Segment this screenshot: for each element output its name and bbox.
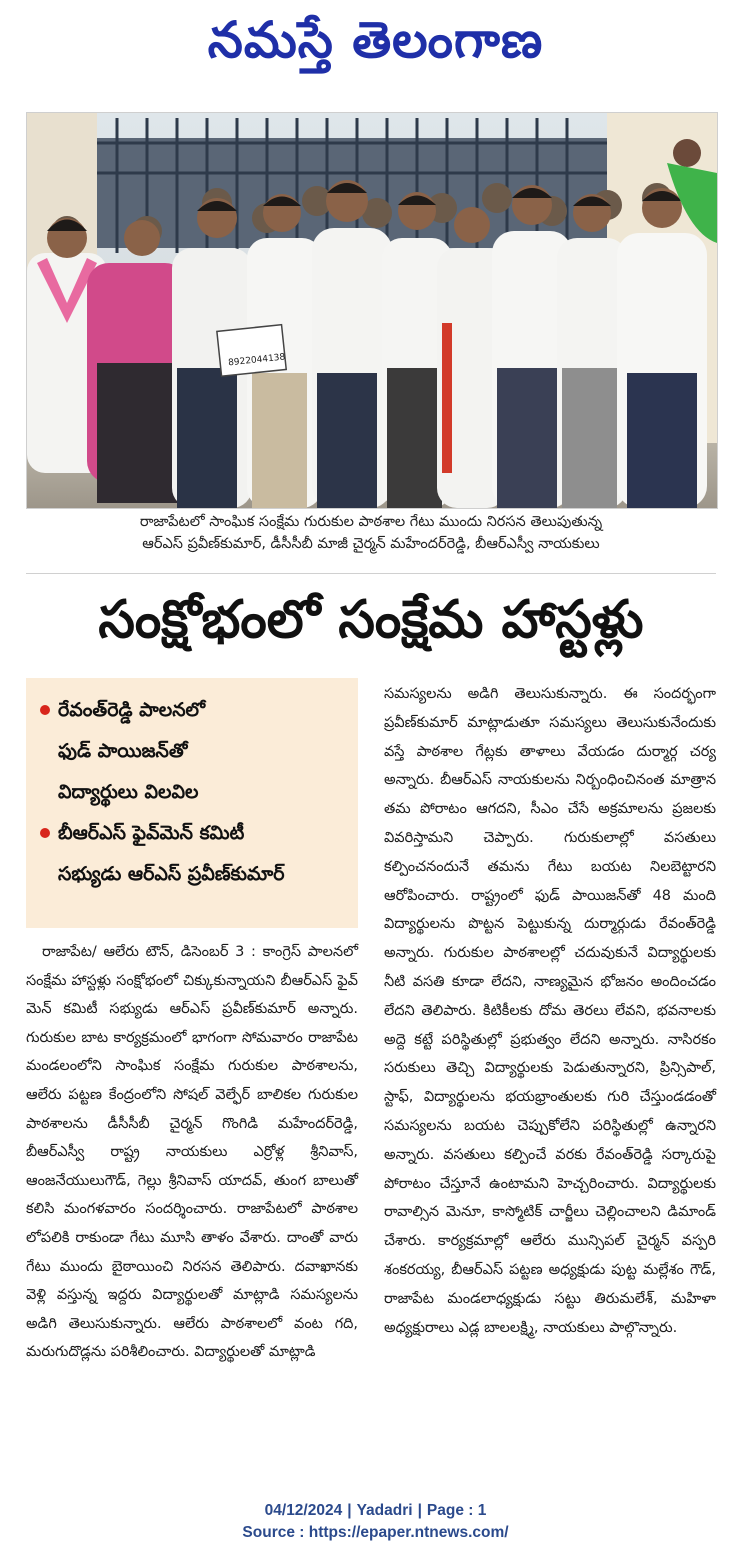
highlight-line: విద్యార్థులు విలవిల: [58, 781, 199, 803]
highlight-item: [40, 813, 348, 895]
divider: [26, 573, 716, 574]
caption-line: రాజాపేటలో సాంఘిక సంక్షేమ గురుకుల పాఠశాల గేటు ముందు నిరసన తెలుపుతున్న: [139, 514, 603, 530]
footer-date: 04/12/2024: [264, 1502, 343, 1519]
news-photo: [26, 112, 718, 509]
page-footer: [0, 1500, 751, 1544]
highlights-box: [26, 678, 358, 928]
footer-page: Page : 1: [426, 1502, 487, 1519]
highlight-line: బీఆర్ఎస్ ఫైవ్‌మెన్ కమిటీ: [58, 822, 245, 844]
footer-source: Source : https://epaper.ntnews.com/: [242, 1524, 509, 1541]
masthead: [0, 8, 751, 72]
bullet-icon: [40, 705, 50, 715]
highlight-line: రేవంత్‌రెడ్డి పాలనలో: [58, 699, 206, 721]
footer-edition: Yadadri: [356, 1502, 413, 1519]
bullet-icon: [40, 828, 50, 838]
highlight-line: సభ్యుడు ఆర్ఎస్ ప్రవీణ్‌కుమార్: [58, 863, 285, 885]
highlight-item: [40, 690, 348, 813]
photo-caption: [26, 511, 716, 555]
news-photo-image: [27, 113, 717, 508]
article-headline: సంక్షోభంలో సంక్షేమ హాస్టళ్లు: [98, 590, 644, 650]
caption-line: ఆర్ఎస్ ప్రవీణ్‌కుమార్, డీసీసీబీ మాజీ చైర్మన్ మహేందర్‌రెడ్డి, బీఆర్ఎస్వీ నాయకులు: [142, 536, 600, 552]
article-column-right: సమస్యలను అడిగి తెలుసుకున్నారు. ఈ సందర్భంగా ప్రవీణ్‌కుమార్ మాట్లాడుతూ సమస్యలు తెలుసుకునేందుకు వస్తే పాఠశాల గేట్లకు తాళాలు వేయడం దుర్మార్గ చర్య అన్నారు. బీఆర్ఎస్ నాయకులను నిర్బంధించినంత మాత్రాన తమ పోరాటం ఆగదని, సీఎం చేసే అక్రమాలను ప్రజలకు వివరిస్తామని చెప్పారు. గురుకులాల్లో వసతులు కల్పించనందునే తమను గేటు బయట నిలబెట్టారని ఆరోపించారు. రాష్ట్రంలో ఫుడ్ పాయిజన్‌తో 48 మంది విద్యార్థులను పొట్టన పెట్టుకున్న దుర్మార్గుడు రేవంత్‌రెడ్డి అన్నారు. గురుకుల పాఠశాలల్లో చదువుకునే విద్యార్థులకు నీటి వసతి కూడా లేదని, నాణ్యమైన భోజనం అందించడం లేదని తెలిపారు. కిటికీలకు దోమ తెరలు లేవని, భవనాలకు అద్దె కట్టే పరిస్థితుల్లో ప్రభుత్వం లేదని అన్నారు. నాసిరకం సరుకులు తెచ్చి విద్యార్థులకు పెడుతున్నారని, ప్రిన్సిపాల్, స్టాఫ్, విద్యార్థులను భయభ్రాంతులకు గురి చేస్తుండడంతో సమస్యలను బయట చెప్పుకోలేని పరిస్థితుల్లో ఉన్నారని అన్నారు. వసతులు కల్పించే వరకు రేవంత్‌రెడ్డి సర్కారుపై పోరాటం చేస్తూనే ఉంటామని హెచ్చరించారు. విద్యార్థులకు రావాల్సిన మెనూ, కాస్మోటిక్ చార్జీలు చెల్లించాలని డిమాండ్ చేశారు. కార్యక్రమాల్లో ఆలేరు మున్సిపల్ చైర్మన్ వస్పరి శంకరయ్య, బీఆర్ఎస్ పట్టణ అధ్యక్షుడు పుట్ట మల్లేశం గౌడ్, రాజాపేట మండలాధ్యక్షుడు సట్టు తిరుమలేశ్, మహిళా అధ్యక్షురాలు ఎడ్ల బాలలక్ష్మి, నాయకులు పాల్గొన్నారు.: [384, 686, 716, 1336]
newspaper-logo: నమస్తే తెలంగాణ: [207, 11, 544, 69]
photo-sign-number: 8922044138: [227, 352, 286, 369]
highlight-line: ఫుడ్ పాయిజన్‌తో: [58, 740, 188, 762]
article-column-left: రాజాపేట/ ఆలేరు టౌన్, డిసెంబర్ 3 : కాంగ్రెస్ పాలనలో సంక్షేమ హాస్టళ్లు సంక్షోభంలో చిక్కుకున్నాయని బీఆర్ఎస్ ఫైవ్ మెన్ కమిటీ సభ్యుడు ఆర్ఎస్ ప్రవీణ్‌కుమార్ అన్నారు. గురుకుల బాట కార్యక్రమంలో భాగంగా సోమవారం రాజాపేట మండలంలోని సాంఘిక సంక్షేమ గురుకుల పాఠశాలను, ఆలేరు పట్టణ కేంద్రంలోని సోషల్ వెల్ఫేర్ బాలికల గురుకుల పాఠశాలను డీసీసీబీ చైర్మన్ గొంగిడి మహేందర్‌రెడ్డి, బీఆర్ఎస్వీ రాష్ట్ర నాయకులు ఎర్రోళ్ల శ్రీనివాస్, ఆంజనేయులుగౌడ్, గెల్లు శ్రీనివాస్ యాదవ్, తుంగ బాలుతో కలిసి మంగళవారం సందర్శించారు. రాజాపేటలో పాఠశాల లోపలికి రాకుండా గేటు మూసి తాళం వేశారు. దాంతో వారు గేటు ముందు బైఠాయించి నిరసన తెలిపారు. దవాఖానకు వెళ్లి వస్తున్న ఇద్దరు విద్యార్థులతో మాట్లాడి సమస్యలను అడిగి తెలుసుకున్నారు. ఆలేరు పాఠశాలలో వంట గది, మరుగుదొడ్లను పరిశీలించారు. విద్యార్థులతో మాట్లాడి: [26, 944, 358, 1361]
footer-meta: 04/12/2024 | Yadadri | Page : 1: [264, 1502, 487, 1519]
